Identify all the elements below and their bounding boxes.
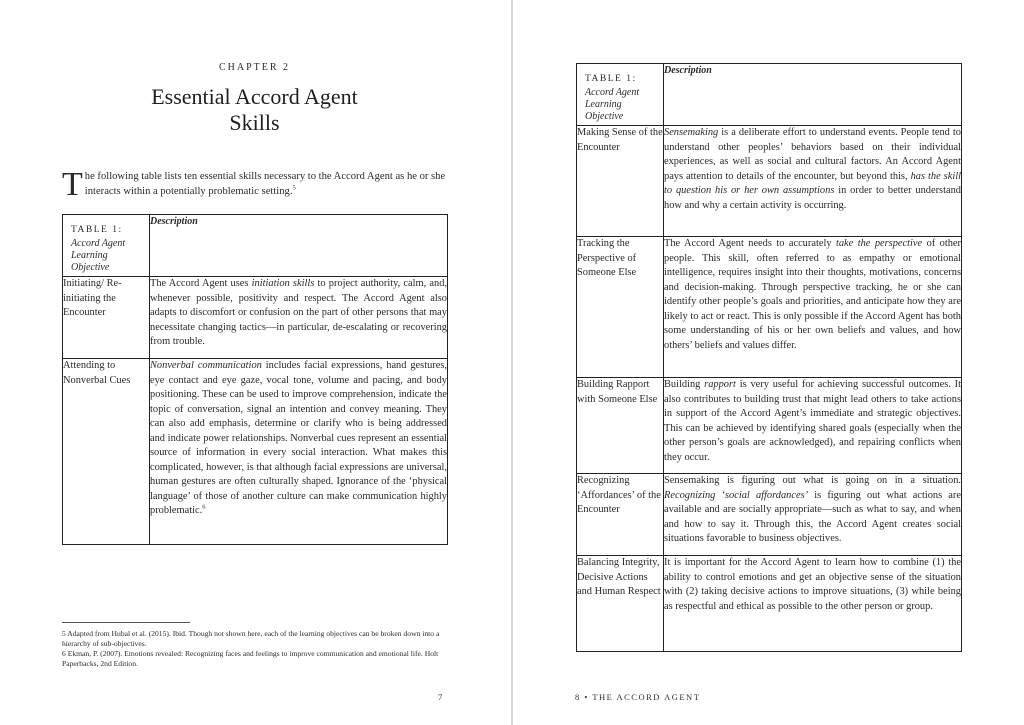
- table-header-objective: [577, 64, 664, 126]
- description-cell: Sensemaking is figuring out what is going on in a situation. Recognizing ‘social affordances’ is figuring out what actions are available and are socially appropriate—such as what to say, and when and how to say it. Through this, the Accord Agent creates social situations favorable to business objectives.: [664, 474, 962, 556]
- footnotes: [62, 629, 447, 669]
- emphasis: has the skill to question his or her own assumptions: [664, 170, 962, 196]
- emphasis: Recognizing ‘social affordances’: [664, 489, 809, 501]
- objective-cell: Building Rapport with Someone Else: [577, 378, 664, 474]
- table-label: TABLE 1:: [585, 74, 637, 84]
- emphasis: rapport: [704, 379, 736, 390]
- footnote-5: 5 Adapted from Hubal et al. (2015). Ibid. Though not shown here, each of the learning objectives can be broken down into a hierarchy of sub-objectives.: [62, 629, 440, 648]
- running-footer: 8 • THE ACCORD AGENT: [575, 692, 701, 702]
- objective-cell: Balancing Integrity, Decisive Actions and Human Respect: [577, 556, 664, 652]
- table-header-sub: Accord Agent Learning Objective: [71, 237, 126, 273]
- objective-cell: Tracking the Perspective of Someone Else: [577, 237, 664, 378]
- drop-cap: T: [62, 166, 83, 203]
- objective-cell: Recognizing ‘Affordances’ of the Encounter: [577, 474, 664, 556]
- intro-text: he following table lists ten essential skills necessary to the Accord Agent as he or she interacts within a potentially problematic setting.: [84, 171, 446, 197]
- description-cell: Nonverbal communication includes facial expressions, hand gestures, eye contact and eye gaze, vocal tone, volume and pacing, and body positioning. These can be used to improve comprehension, indicate the topic of conversation, signal an intention and convey meaning. They can also add emphasis, determine or clarify who is being addressed and indicate power relationships. Nonverbal cues represent an essential source of information in every social interaction. What makes this complicated, however, is that although facial expressions are universal, human gestures are often culturally shaped. Ignorance of the ‘physical language’ of those of another culture can make communication highly problematic.$^6$: [150, 359, 448, 545]
- objective-cell: Attending to Nonverbal Cues: [63, 359, 150, 545]
- emphasis: Sensemaking: [664, 127, 719, 138]
- table-header-row: [577, 64, 962, 126]
- objective-cell: Making Sense of the Encounter: [577, 126, 664, 237]
- footnote-divider: [62, 622, 190, 623]
- table-header-description: Description: [150, 215, 448, 277]
- footnote-6: 6 Ekman, P. (2007). Emotions revealed: Recognizing faces and feelings to improve communication and emotional life. Holt Paperbacks, 2nd Edition.: [62, 649, 439, 668]
- table-row: [63, 277, 448, 359]
- table-row: [577, 126, 962, 237]
- emphasis: Nonverbal communication: [150, 360, 262, 371]
- table-row: [577, 378, 962, 474]
- chapter-title-line1: Essential Accord Agent: [151, 84, 358, 109]
- table-header-description: Description: [664, 64, 962, 126]
- table-row: [577, 237, 962, 378]
- chapter-title: [62, 84, 447, 136]
- right-page: [513, 0, 1024, 725]
- chapter-label: CHAPTER 2: [218, 62, 291, 73]
- description-cell: The Accord Agent needs to accurately take the perspective of other people. This skill, often referred to as empathy or emotional intelligence, requires insight into their thoughts, motivations, concerns and decision-making. Through perspective tracking, he or she can identify other people’s goals and priorities, and anticipate how they are likely to act or react. This is only possible if the Accord Agent has both some understanding of his or her own beliefs and values, and how others’ beliefs and values differ.: [664, 237, 962, 378]
- description-cell: Sensemaking is a deliberate effort to understand events. People tend to understand other peoples’ behaviors based on their individual experiences, as well as social and cultural factors. An Accord Agent pays attention to details of the encounter, but beyond this, has the skill to question his or her own assumptions in order to better understand how and why a certain activity is occurring.: [664, 126, 962, 237]
- emphasis: take the perspective: [835, 238, 923, 249]
- description-cell: It is important for the Accord Agent to learn how to combine (1) the ability to control emotions and get an objective sense of the situation with (2) taking decisive actions to improve situations, (3) while being as respectful and ethical as possible to the other person or group.: [664, 556, 962, 652]
- intro-paragraph: [62, 166, 447, 203]
- objective-cell: Initiating/ Re-initiating the Encounter: [63, 277, 150, 359]
- table-header-sub: Accord Agent Learning Objective: [585, 86, 640, 122]
- skills-table-right: [576, 63, 962, 652]
- emphasis: initiation skills: [251, 278, 315, 289]
- description-cell: Building rapport is very useful for achieving successful outcomes. It also contributes to building trust that might lead others to take actions in support of the Accord Agent’s immediate and strategic objectives. This can be achieved by identifying shared goals (especially when the other person’s goals are acknowledged), and repairing conflicts when they occur.: [664, 378, 962, 474]
- table-row: [577, 556, 962, 652]
- table-row: [63, 359, 448, 545]
- table-header-objective: [63, 215, 150, 277]
- description-cell: The Accord Agent uses initiation skills to project authority, calm, and, whenever possible, positivity and respect. The Accord Agent also adapts to discomfort or confusion on the part of other persons that may necessitate changing tactics—in particular, de-escalating or recovering from trouble.: [150, 277, 448, 359]
- table-label: TABLE 1:: [71, 225, 123, 235]
- left-page: [0, 0, 511, 725]
- table-header-row: [63, 215, 448, 277]
- page-number: 7: [438, 692, 443, 702]
- skills-table-left: [62, 214, 448, 545]
- footnote-ref-5[interactable]: 5: [292, 183, 296, 191]
- table-row: [577, 474, 962, 556]
- footnote-ref-6[interactable]: 6: [202, 503, 206, 511]
- chapter-title-line2: Skills: [229, 110, 280, 135]
